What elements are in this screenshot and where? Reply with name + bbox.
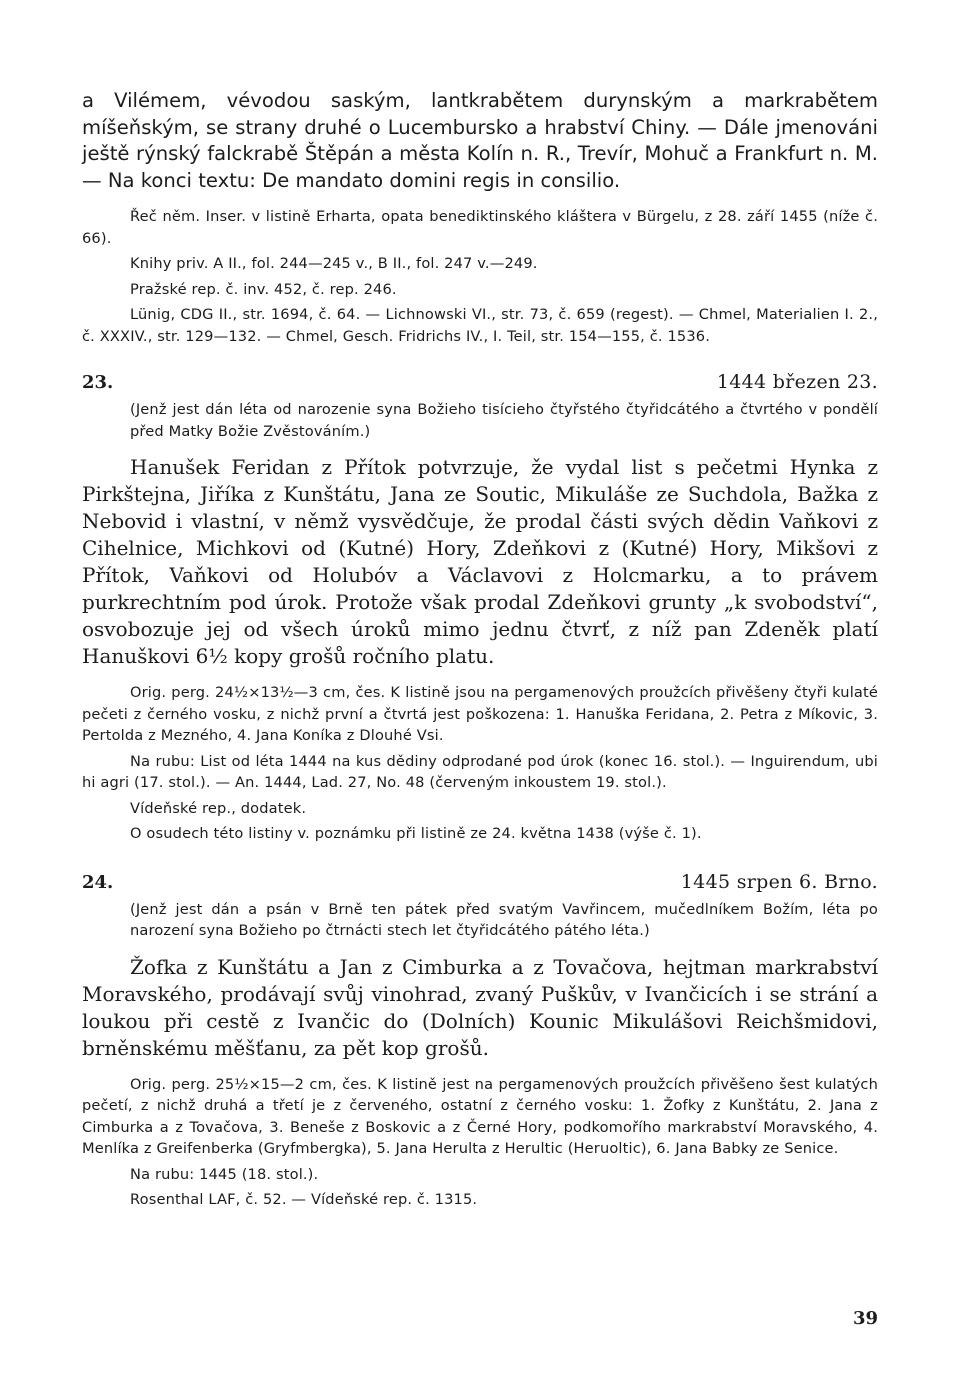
entry-23 [82,371,878,845]
note-prague: Pražské rep. č. inv. 452, č. rep. 246. [130,280,397,298]
note-original: Orig. perg. 25½×15—2 cm, čes. K listině jest na pergamenových proužcích přivěšeno šest kulatých pečetí, z nichž druhá a třetí je z červeného, ostatní z černého vosku: 1. Žofky z Kunštátu, 2. Jana z Cimburka a z Tovačova, 3. Beneše z Boskovic a z Černé Hory, podkomořího markrabství Moravského, 4. Menlíka z Greifenberka (Gryfmbergka), 5. Jana Herulta z Herultic (Heruoltic), 6. Jana Babky ze Senice. [82,1075,878,1157]
note-verso: Na rubu: 1445 (18. stol.). [130,1165,319,1183]
entry-notes [82,682,878,845]
note-language: Řeč něm. Inser. v listině Erharta, opata benediktinského kláštera v Bürgelu, z 28. září 1455 (níže č. 66). [82,208,878,247]
note-fate: O osudech této listiny v. poznámku při listině ze 24. května 1438 (výše č. 1). [130,825,702,842]
entry-24 [82,871,878,1211]
note-original: Orig. perg. 24½×13½—3 cm, čes. K listině jsou na pergamenových proužcích přivěšeny čtyři kulaté pečeti z černého vosku, z nichž první a čtvrtá jest poškozena: 1. Hanuška Feridana, 2. Petra z Míkovic, 3. Pertolda z Mezného, 4. Jana Koníka z Dlouhé Vsi. [82,684,878,744]
entry-regest: Žofka z Kunštátu a Jan z Cimburka a z Tovačova, hejtman markrabství Moravského, prodávají svůj vinohrad, zvaný Puškův, v Ivančicích i se strání a loukou při cestě z Ivančic do (Dolních) Kounic Mikulášovi Reichšmidovi, brněnskému měšťanu, za pět kop grošů. [82,954,878,1060]
entry-number: 23. [82,372,114,393]
entry-date: 1444 březen 23. [716,371,878,393]
entry-regest: Hanušek Feridan z Přítok potvrzuje, že vydal list s pečetmi Hynka z Pirkštejna, Jiříka z Kunštátu, Jana ze Soutic, Mikuláše ze Suchdola, Bažka z Nebovid i vlastní, v němž vysvědčuje, že prodal části svých dědin Vaňkovi z Cihelnice, Michkovi od (Kutné) Hory, Zdeňkovi z (Kutné) Hory, Mikšovi z Přítok, Vaňkovi od Holubóv a Václavovi z Holcmarku, a to právem purkrechtním pod úrok. Protože však prodal Zdeňkovi grunty „k svobodství“, osvobozuje jej od všech úroků mimo jednu čtvrť, z níž pan Zdeněk platí Hanuškovi 6½ kopy grošů ročního platu. [82,455,878,668]
entry-header [82,871,878,893]
entry-intro: (Jenž jest dán léta od narozenie syna Božieho tisícieho čtyřstého čtyřidcátého a čtvrtého v pondělí před Matky Božie Zvěstováním.) [130,401,878,440]
page-number: 39 [852,1308,878,1329]
continuation-text: a Vilémem, vévodou saským, lantkrabětem durynským a markrabětem míšeňským, se strany druhé o Lucembursko a hrabství Chiny. — Dále jmenováni ještě rýnský falckrabě Štěpán a města Kolín n. R., Trevír, Mohuč a Frankfurt n. M. — Na konci textu: De mandato domini regis in consilio. [82,89,878,192]
document-page [82,88,878,1211]
entry-date: 1445 srpen 6. Brno. [680,870,878,893]
note-literature: Lünig, CDG II., str. 1694, č. 64. — Lichnowski VI., str. 73, č. 659 (regest). — Chmel, Materialien I. 2., č. XXXIV., str. 129—132. — Chmel, Gesch. Fridrichs IV., I. Teil, str. 154—155, č. 1536. [82,306,878,345]
note-repository: Vídeňské rep., dodatek. [130,799,307,817]
entry-notes [82,1074,878,1211]
entry-intro: (Jenž jest dán a psán v Brně ten pátek před svatým Vavřincem, mučedlníkem Božím, léta po narození syna Božieho po čtrnácti stech let čtyřidcátého pátého léta.) [130,900,878,939]
entry-header [82,371,878,393]
note-verso: Na rubu: List od léta 1444 na kus dědiny odprodané pod úrok (konec 16. stol.). — Inguirendum, ubi hi agri (17. stol.). — An. 1444, Lad. 27, No. 48 (červeným inkoustem 19. stol.). [82,752,878,791]
entry-number: 24. [82,871,114,893]
note-books: Knihy priv. A II., fol. 244—245 v., B II., fol. 247 v.—249. [130,255,538,272]
continuation-notes [82,206,878,347]
note-literature: Rosenthal LAF, č. 52. — Vídeňské rep. č. 1315. [130,1191,478,1208]
